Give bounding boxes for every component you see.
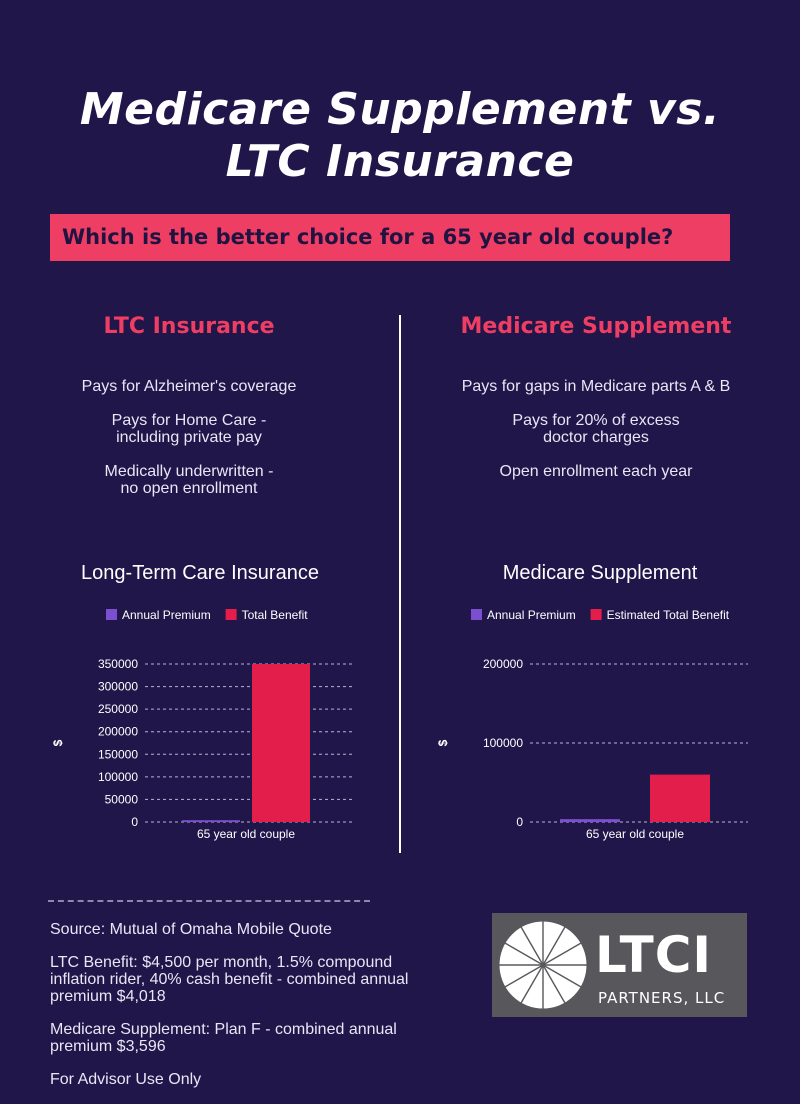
y-axis-label: $ xyxy=(51,739,65,747)
medsup-points xyxy=(416,378,776,480)
title-line-2: LTC Insurance xyxy=(225,136,575,187)
bar xyxy=(560,819,620,822)
medsup-point: Pays for 20% of excess doctor charges xyxy=(512,412,680,446)
legend-label: Estimated Total Benefit xyxy=(606,608,730,622)
section-separator xyxy=(48,900,370,902)
ltc-heading: LTC Insurance xyxy=(103,314,275,339)
source-note: Source: Mutual of Omaha Mobile Quote xyxy=(50,921,332,938)
ltc-point: Pays for Home Care - including private pay xyxy=(111,412,267,446)
x-tick-label: 65 year old couple xyxy=(196,827,296,841)
legend-label: Total Benefit xyxy=(241,608,308,622)
y-tick-label: 0 xyxy=(131,815,138,829)
chart-title: Medicare Supplement xyxy=(502,562,698,584)
ltc-chart xyxy=(10,555,390,855)
medsup-chart xyxy=(410,555,790,855)
ltc-benefit-note: LTC Benefit: $4,500 per month, 1.5% compound inflation rider, 40% cash benefit - combined annual premium $4,018 xyxy=(50,954,409,1005)
ltc-column xyxy=(9,312,369,514)
column-divider xyxy=(399,315,401,853)
y-tick-label: 200000 xyxy=(482,657,523,671)
y-tick-label: 350000 xyxy=(97,657,138,671)
ltc-chart-svg xyxy=(10,555,390,855)
y-tick-label: 0 xyxy=(516,815,523,829)
y-tick-label: 200000 xyxy=(97,724,138,739)
page-title xyxy=(0,84,800,188)
y-tick-label: 150000 xyxy=(97,747,138,762)
logo-wordmark: LTCI xyxy=(595,926,712,984)
question-banner: Which is the better choice for a 65 year old couple? xyxy=(50,214,730,261)
y-tick-label: 300000 xyxy=(97,679,138,694)
company-logo xyxy=(492,913,747,1017)
legend-label: Annual Premium xyxy=(487,608,576,622)
legend-swatch xyxy=(591,609,602,620)
chart-title: Long-Term Care Insurance xyxy=(81,562,319,584)
y-tick-label: 100000 xyxy=(97,769,138,784)
y-axis-label: $ xyxy=(436,739,450,747)
ltc-point: Pays for Alzheimer's coverage xyxy=(81,378,297,395)
legend-swatch xyxy=(471,609,482,620)
legend-swatch xyxy=(106,609,117,620)
bar xyxy=(182,820,240,822)
bar xyxy=(650,775,710,822)
medsup-point: Pays for gaps in Medicare parts A & B xyxy=(461,378,731,395)
ltc-point: Medically underwritten - no open enrollment xyxy=(104,463,274,497)
medsup-note: Medicare Supplement: Plan F - combined annual premium $3,596 xyxy=(50,1021,397,1055)
medsup-heading: Medicare Supplement xyxy=(460,314,732,339)
y-tick-label: 50000 xyxy=(104,792,138,807)
legend-label: Annual Premium xyxy=(122,608,211,622)
y-tick-label: 250000 xyxy=(97,702,138,717)
legend-swatch xyxy=(226,609,237,620)
logo-subtitle: PARTNERS, LLC xyxy=(598,989,726,1007)
medsup-column xyxy=(416,312,776,497)
title-line-1: Medicare Supplement vs. xyxy=(79,84,721,135)
medsup-chart-svg xyxy=(410,555,790,855)
medsup-point: Open enrollment each year xyxy=(499,463,693,480)
x-tick-label: 65 year old couple xyxy=(585,827,685,841)
notes xyxy=(50,921,420,1104)
y-tick-label: 100000 xyxy=(482,736,523,750)
disclaimer-note: For Advisor Use Only xyxy=(50,1071,202,1088)
bar xyxy=(252,664,310,822)
ltc-points xyxy=(9,378,369,497)
